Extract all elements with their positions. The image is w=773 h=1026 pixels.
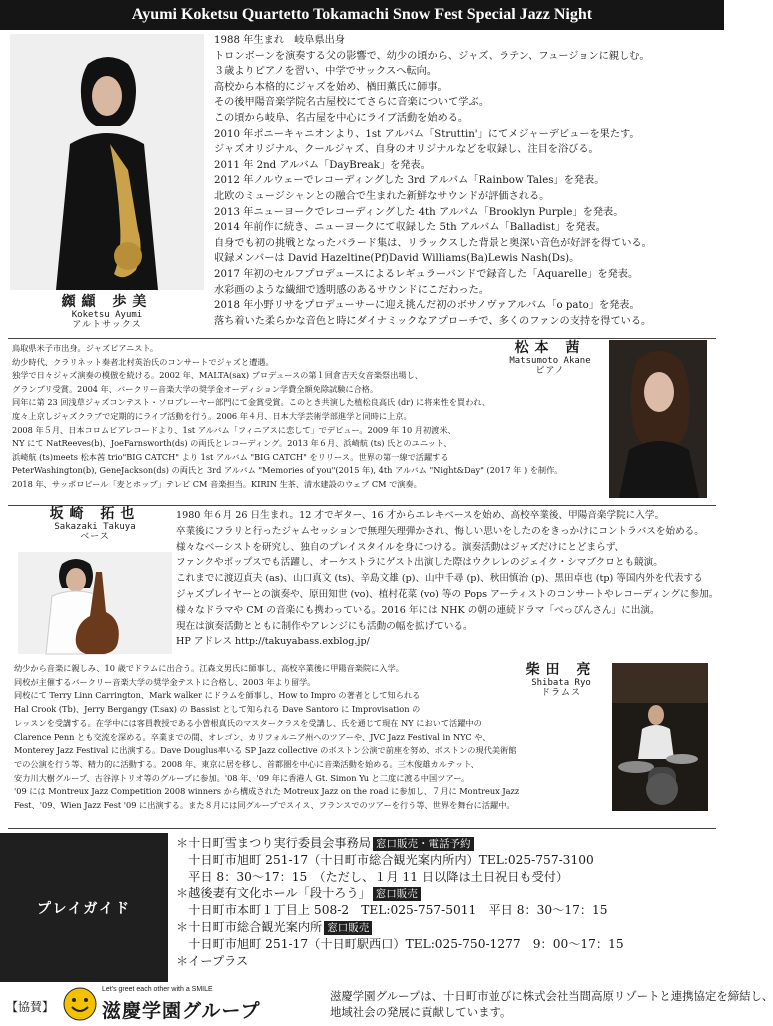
bio-line: 自身でも初の挑戦となったバラード集は、リラックスした背景と奥深い音色が好評を得ている。: [214, 237, 652, 249]
saxophonist-photo-icon: [10, 34, 204, 290]
pianist-photo-icon: [609, 340, 707, 498]
bio-line: 独学で日々ジャズ演奏の模倣を続ける。2002 年、MALTA(sax) プロデュースの第１回倉吉天女音楽祭出場し、: [12, 370, 423, 381]
bio-line: Hal Crook (Tb)、Jerry Bergangy (T.sax) の Bassist として知られる Dave Santoro に Improvisation の: [14, 704, 421, 715]
matsumoto-name-jp: 松本 茜: [514, 340, 586, 356]
venue-2-tag: 窓口販売: [373, 887, 421, 901]
bio-line: Fest、'09、Wien Jazz Fest '09 に出演する。また８月には同グループでスイス、フランスでのツアーを行う等、世界を舞台に活躍中。: [14, 800, 515, 811]
sponsor-tagline: Let's greet each other with a SMILE: [102, 986, 213, 993]
divider: [8, 828, 716, 829]
bio-line: その後甲陽音楽学院名古屋校にてさらに音楽について学ぶ。: [214, 97, 490, 109]
bio-line: ３歳よりピアノを習い、中学でサックスへ転向。: [214, 66, 438, 78]
bio-line: 様々なドラマや CM の音楽にも携わっている。2016 年には NHK の朝の連続ドラマ「べっぴんさん」に出演。: [176, 604, 660, 616]
bio-line: 2010 年ポニーキャニオンより、1st アルバム「Struttin'」にてメジャーデビューを果たす。: [214, 128, 640, 140]
bio-line: 収録メンバーは David Hazeltine(Pf)David Williams(Ba)Lewis Nash(Ds)。: [214, 253, 580, 265]
bio-line: 高校から本格的にジャズを始め、楢田薫氏に師事。: [214, 81, 448, 93]
venue-3-tag: 窓口販売: [324, 921, 372, 935]
bio-line: 北欧のミュージシャンとの融合で生まれた新鮮なサウンドが評価される。: [214, 190, 550, 202]
venue-1: [176, 835, 624, 852]
bio-line: これまでに渡辺貞夫 (as)、山口真文 (ts)、辛島文雄 (p)、山中千尋 (p)、秋田慎治 (p)、黒田卓也 (tp) 等国内外を代表する: [176, 573, 703, 585]
sakazaki-photo: [18, 552, 172, 654]
divider: [8, 338, 716, 339]
shibata-name-block: [516, 662, 606, 699]
matsumoto-instrument: ピアノ: [535, 366, 565, 377]
drummer-photo-icon: [612, 663, 708, 811]
bio-line: 1988 年生まれ 岐阜県出身: [214, 35, 346, 46]
bio-line: 浜崎航 (ts)meets 松本茜 trio"BIG CATCH" より 1st アルバム "BIG CATCH" をリリース。世界の第一線で活躍する: [12, 451, 449, 462]
bio-line: 鳥取県米子市出身。ジャズピアニスト。: [12, 343, 159, 353]
bio-line: この頃から岐阜、名古屋を中心にライブ活動を始める。: [214, 112, 469, 124]
venue-1-name: ＊十日町雪まつり実行委員会事務局: [176, 836, 371, 850]
shibata-name-en: Shibata Ryo: [531, 678, 591, 689]
bio-line: 幼少から音楽に親しみ、10 歳でドラムに出合う。江森文男氏に師事し、高校卒業後に甲陽音楽院に入学。: [14, 663, 404, 673]
bio-line: Monterey Jazz Festival に出演する。Dave Douglus率いる SP Jazz collective のボストン公演で前座を努め、ボストンの現代美術館: [14, 745, 517, 756]
sakazaki-instrument: ベース: [80, 532, 110, 543]
bio-line: での公演を行う等、精力的に活動する。2008 年、東京に居を移し、首都圏を中心に音楽活動を始める。三木俊雄カルテット、: [14, 758, 479, 769]
bio-line: レッスンを受講する。在学中には客員教授である小曽根真氏のマスタークラスを受講し、氏を通じて現在 NY において活躍中の: [14, 717, 482, 728]
sakazaki-name-en: Sakazaki Takuya: [54, 522, 136, 533]
bio-line: 2018 年、サッポロビール「麦とホップ」テレビ CM 音楽担当。KIRIN 生茶、清水建設のウェブ CM で演奏。: [12, 478, 422, 489]
venue-3: [176, 919, 624, 936]
sakazaki-name-jp: 坂崎 拓也: [49, 506, 141, 522]
bio-line: 1980 年６月 26 日生まれ。12 才でギター、16 才からエレキベースを始め、高校卒業後、甲陽音楽学院に入学。: [176, 510, 665, 521]
sakazaki-name-block: [30, 506, 160, 543]
bio-line: 2014 年前作に続き、ニューヨークにて収録した 5th アルバム「Balladist」を発表。: [214, 222, 606, 234]
venue-2-address: 十日町市本町１丁目上 508-2 TEL:025-757-5011 平日 8：30〜17：15: [176, 903, 608, 918]
venue-1-address: 十日町市旭町 251-17（十日町市総合観光案内所内）TEL:025-757-3100: [176, 852, 594, 867]
venue-2-name: ＊越後妻有文化ホール「段十ろう」: [176, 886, 371, 901]
bio-line: NY にて NatReeves(b)、JoeFarnsworth(ds) の両氏とレコーディング。2013 年６月、浜崎航 (ts) 氏とのユニット、: [12, 438, 452, 449]
bio-line: HP アドレス http://takuyabass.exblog.jp/: [176, 636, 370, 648]
venue-3-name: ＊十日町市総合観光案内所: [176, 919, 323, 934]
bio-line: 度々上京しジャズクラブで定期的にライブ活動を行う。2006 年４月、日本大学芸術学部進学と同時に上京。: [12, 410, 412, 421]
koketsu-bio: [214, 33, 652, 329]
bio-line: 安力川大樹グループ、古谷淳トリオ等のグループに参加。'08 年、'09 年に香港人 Gt. Simon Yu と二度に渡る中国ツアー。: [14, 772, 470, 783]
koketsu-name-block: [12, 294, 202, 331]
venue-2: [176, 885, 624, 902]
bio-line: トロンボーンを演奏する父の影響で、幼少の頃から、ジャズ、ラテン、フュージョンに親しむ。: [214, 50, 650, 62]
sakazaki-bio: [176, 508, 718, 650]
sponsor-name: 滋慶学園グループ: [102, 1001, 261, 1022]
matsumoto-name-en: Matsumoto Akane: [509, 356, 591, 367]
bio-line: 2013 年ニューヨークでレコーディングした 4th アルバム「Brooklyn Purple」を発表。: [214, 206, 624, 218]
sponsor-text: [330, 988, 773, 1020]
bio-line: 2012 年ノルウェーでレコーディングした 3rd アルバム「Rainbow Tales」を発表。: [214, 175, 605, 187]
bio-line: ジャズプレイヤーとの演奏や、原田知世 (vo)、植村花菜 (vo) 等の Pops アーティストのコンサートやレコーディングに参加。: [176, 588, 719, 600]
bio-line: グランプリ受賞。2004 年、バークリー音楽大学の奨学金オーディション学費全額免除試験に合格。: [12, 383, 379, 394]
bio-line: ファンクやポップスでも活躍し、オーケストラにゲスト出演した際はウクレレのジェイク・シマブクロとも競演。: [176, 557, 663, 569]
koketsu-name-jp: 纐纈 歩美: [61, 294, 153, 310]
sponsor-text-line: 地域社会の発展に貢献しています。: [330, 1005, 512, 1019]
sponsor-bar: [0, 984, 773, 1024]
bio-line: 2011 年 2nd アルバム「DayBreak」を発表。: [214, 159, 431, 171]
play-guide-body: [176, 835, 624, 969]
matsumoto-name-block: [500, 340, 600, 377]
play-guide-label: プレイガイド: [0, 833, 168, 982]
play-guide: [0, 833, 724, 982]
venue-4-name: ＊イープラス: [176, 953, 249, 968]
bio-line: 様々なベーシストを研究し、独自のプレイスタイルを身につける。演奏活動はジャズだけにとどまらず、: [176, 541, 625, 553]
matsumoto-photo: [609, 340, 707, 498]
koketsu-name-en: Koketsu Ayumi: [71, 310, 143, 321]
bio-line: 水彩画のような繊細で透明感のあるサウンドにこだわった。: [214, 284, 489, 296]
bio-line: 同年に第 23 回浅草ジャズコンテスト・ソロプレーヤー部門にて金賞受賞。このとき共演した植松良高氏 (dr) に将来性を買われ、: [12, 397, 491, 408]
bio-line: 卒業後にフラリと行ったジャムセッションで無理矢理弾かされ、悔しい思いをしたのをきっかけにコントラバスを始める。: [176, 525, 704, 537]
bio-line: '09 には Montreux Jazz Competition 2008 winners から構成された Motreux Jazz on the road に参加し、７月に Montreux Jazz: [14, 786, 520, 797]
bio-line: 落ち着いた柔らかな音色と時にダイナミックなアプローチで、多くのファンの支持を得ている。: [214, 315, 652, 327]
sponsor-label: 【協賛】: [6, 1000, 55, 1014]
shibata-instrument: ドラムス: [541, 688, 581, 699]
smile-logo-icon: [62, 986, 98, 1022]
header-title: Ayumi Koketsu Quartetto Tokamachi Snow Fest Special Jazz Night: [0, 0, 724, 30]
bio-line: 幼少時代、クラリネット奏者北村英治氏のコンサートでジャズと遭遇。: [12, 356, 274, 367]
bio-line: PeterWashington(b), GeneJackson(ds) の両氏と 3rd アルバム "Memories of you"(2015 年), 4th アルバム "Night&Day" (2017 年 ) を制作。: [12, 465, 563, 476]
shibata-photo: [612, 663, 708, 811]
venue-1-hours: 平日 8：30〜17：15 （ただし、１月 11 日以降は土日祝日も受付）: [176, 869, 569, 884]
koketsu-photo: [10, 34, 204, 290]
koketsu-instrument: アルトサックス: [72, 320, 142, 331]
venue-1-tag: 窓口販売・電話予約: [373, 837, 474, 851]
bio-line: 現在は演奏活動とともに制作やアレンジにも活動の幅を拡げている。: [176, 620, 473, 632]
bio-line: 同校が主催するバークリー音楽大学の奨学金テストに合格し、2003 年より留学。: [14, 676, 316, 687]
bassist-photo-icon: [18, 552, 172, 654]
bio-line: 同校にて Terry Linn Carrington、Mark walker にドラムを師事し、How to Impro の著者として知られる: [14, 690, 421, 701]
bio-line: 2017 年初のセルフプロデュースによるレギュラーバンドで録音した「Aquarelle」を発表。: [214, 268, 639, 280]
sponsor-text-line: 滋慶学園グループは、十日町市並びに株式会社当間高原リゾートと連携協定を締結し、: [330, 989, 773, 1003]
venue-3-address: 十日町市旭町 251-17（十日町駅西口）TEL:025-750-1277 9：00〜17：15: [176, 936, 624, 951]
bio-line: ジャズオリジナル、クールジャズ、自身のオリジナルなどを収録し、注目を浴びる。: [214, 144, 599, 156]
bio-line: Clarence Penn とも交流を深める。卒業までの間、オレゴン、カリフォルニア州へのツアーや、JVC Jazz Festival in NYC や、: [14, 731, 491, 742]
bio-line: 2018 年小野リサをプロデューサーに迎え挑んだ初のボサノヴァアルバム「o pato」を発表。: [214, 300, 640, 312]
shibata-name-jp: 柴田 亮: [525, 662, 597, 678]
bio-line: 2008 年５月、日本コロムビアレコードより、1st アルバム「フィニアスに恋して」でデビュー。2009 年 10 月初渡米、: [12, 424, 456, 435]
